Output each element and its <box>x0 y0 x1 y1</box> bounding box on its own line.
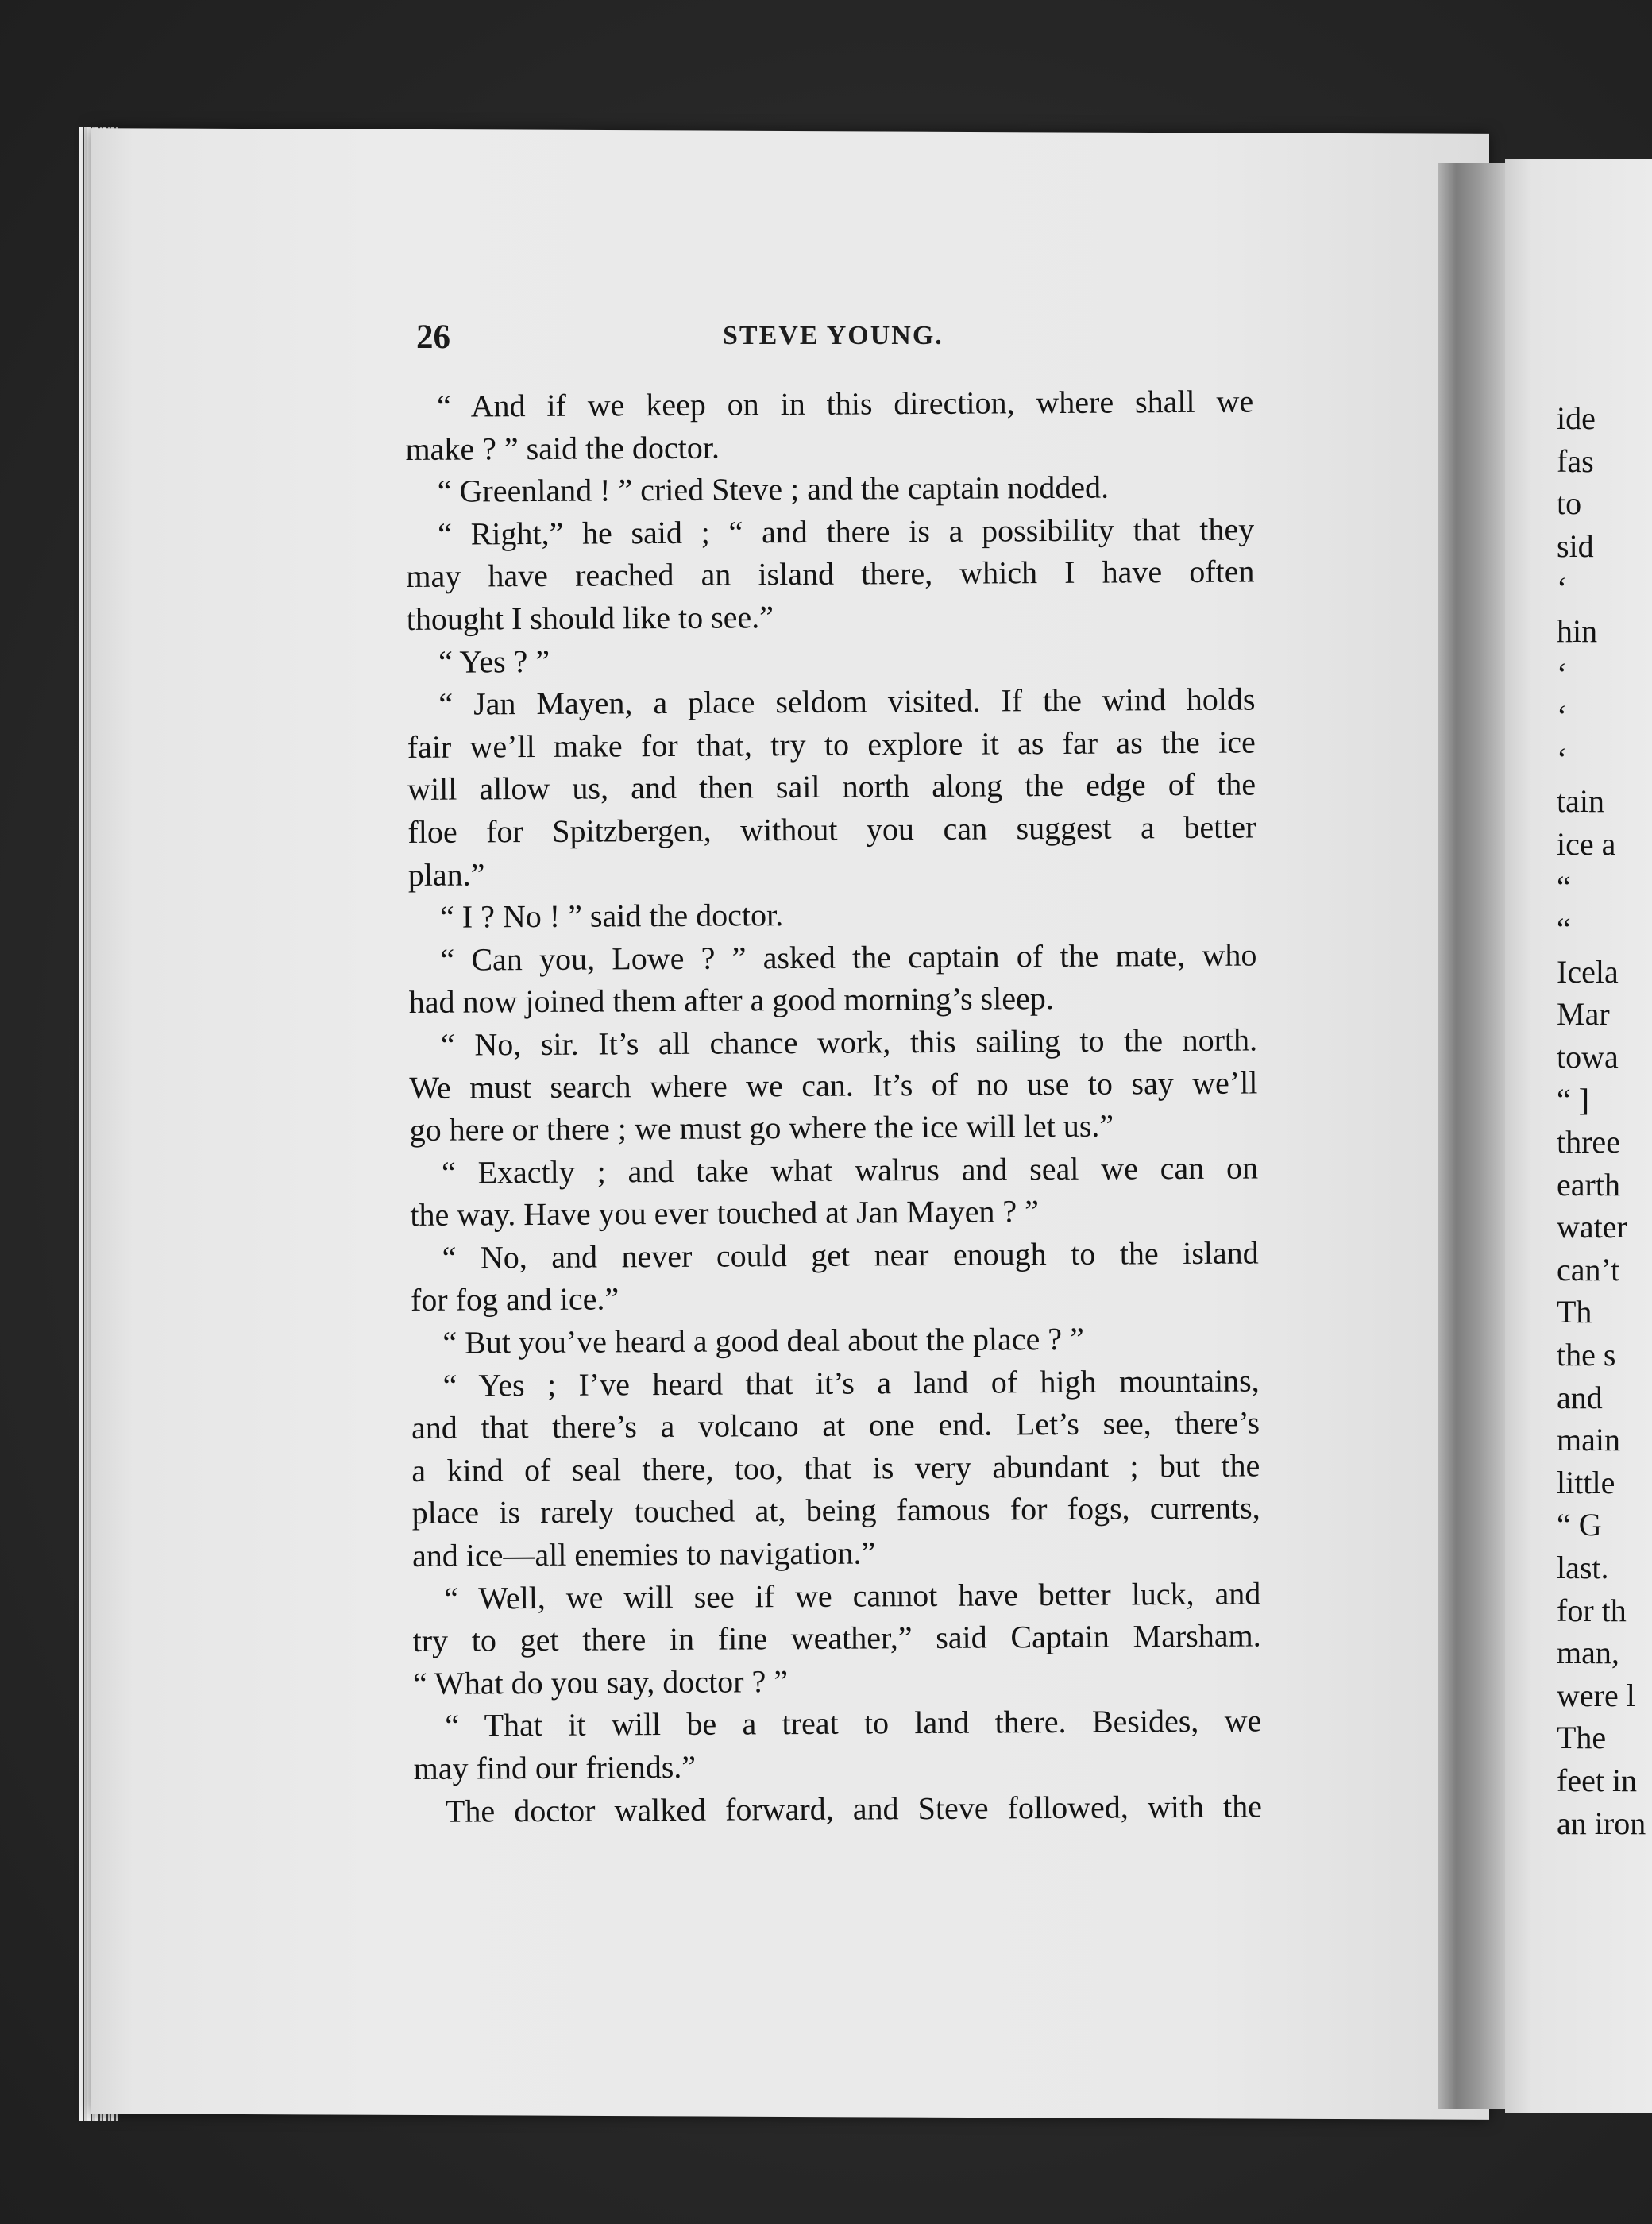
right-page-line: water <box>1557 1209 1627 1245</box>
text-line: “ And if we keep on in this direction, where shall we <box>437 383 1254 424</box>
right-page-line: ‘ <box>1557 655 1568 692</box>
right-page-line: earth <box>1557 1166 1620 1203</box>
text-line: a kind of seal there, too, that is very abundant ; but the <box>411 1447 1260 1488</box>
right-page-line: were l <box>1557 1677 1635 1713</box>
text-line: may find our friends.” <box>413 1748 697 1786</box>
right-page-line: ‘ <box>1557 698 1568 735</box>
text-line: floe for Spitzbergen, without you can suggest a better <box>407 809 1256 850</box>
text-line: “ Exactly ; and take what walrus and seal we can on <box>441 1149 1259 1191</box>
text-line: “ Jan Mayen, a place seldom visited. If the wind holds <box>438 681 1256 722</box>
right-page-line: sid <box>1557 527 1594 564</box>
right-page-line: ‘ <box>1557 740 1568 777</box>
text-line: thought I should like to see.” <box>406 599 774 637</box>
text-line: make ? ” said the doctor. <box>405 429 720 467</box>
text-line: “ No, and never could get near enough to the island <box>442 1234 1259 1276</box>
text-line: “ Yes ; I’ve heard that it’s a land of high mountains, <box>442 1362 1260 1404</box>
right-page-line: Mar <box>1557 996 1610 1033</box>
text-line: for fog and ice.” <box>410 1280 620 1319</box>
right-page-line: ide <box>1557 400 1596 436</box>
page-number: 26 <box>416 319 450 356</box>
right-page-line: the s <box>1557 1337 1616 1373</box>
right-page-line: Th <box>1557 1294 1592 1330</box>
body-text <box>405 380 1262 1832</box>
text-line: may have reached an island there, which I have often <box>406 553 1255 595</box>
text-line: and that there’s a volcano at one end. Let’s see, there’s <box>411 1404 1260 1446</box>
right-page-line: last. <box>1557 1550 1609 1586</box>
text-line: “ Right,” he said ; “ and there is a possibility that they <box>438 511 1255 552</box>
text-line: “ What do you say, doctor ? ” <box>412 1662 789 1701</box>
text-line: had now joined them after a good morning’s sleep. <box>408 980 1054 1021</box>
right-page-line: ice a <box>1557 825 1616 862</box>
text-line: try to get there in fine weather,” said Captain Marsham. <box>412 1617 1261 1659</box>
text-line: “ I ? No ! ” said the doctor. <box>439 897 784 935</box>
right-page-line: “ G <box>1557 1507 1602 1543</box>
right-page-line: “ <box>1557 868 1571 905</box>
right-page-text <box>1557 397 1652 1844</box>
right-page-line: feet in <box>1557 1763 1638 1798</box>
text-line: plan.” <box>407 855 485 893</box>
right-page-line: fas <box>1557 442 1594 479</box>
right-page-line: an iron <box>1557 1805 1646 1841</box>
right-page-line: little <box>1557 1464 1615 1500</box>
text-line: “ Yes ? ” <box>438 643 550 680</box>
running-title: STEVE YOUNG. <box>723 321 944 350</box>
text-line: go here or there ; we must go where the ice will let us.” <box>409 1107 1114 1149</box>
text-line: place is rarely touched at, being famous for fogs, currents, <box>411 1489 1260 1531</box>
right-page-line: ‘ <box>1557 570 1568 607</box>
text-line: “ Can you, Lowe ? ” asked the captain of the mate, who <box>440 936 1257 978</box>
text-line: “ That it will be a treat to land there. Besides, we <box>445 1702 1262 1744</box>
text-line: “ Greenland ! ” cried Steve ; and the captain nodded. <box>437 469 1110 509</box>
page-header <box>0 318 1652 365</box>
text-line: “ But you’ve heard a good deal about the place ? ” <box>442 1320 1084 1361</box>
text-line: fair we’ll make for that, try to explore it as far as the ice <box>407 724 1256 765</box>
text-line: and ice—all enemies to navigation.” <box>411 1535 876 1574</box>
right-page-line: main <box>1557 1422 1620 1458</box>
right-page-line: Icela <box>1557 953 1619 990</box>
right-page-line: to <box>1557 485 1582 522</box>
right-page-line: towa <box>1557 1038 1619 1075</box>
right-page-line: can’t <box>1557 1251 1620 1288</box>
right-page-line: for th <box>1557 1592 1627 1628</box>
right-page-line: and <box>1557 1379 1603 1415</box>
text-line: “ No, sir. It’s all chance work, this sailing to the north. <box>440 1021 1258 1063</box>
text-line: The doctor walked forward, and Steve followed, with the <box>445 1788 1263 1829</box>
text-line: the way. Have you ever touched at Jan Mayen ? ” <box>410 1193 1040 1234</box>
text-line: We must search where we can. It’s of no use to say we’ll <box>409 1064 1258 1106</box>
right-page-line: hin <box>1557 612 1598 649</box>
right-page-line: three <box>1557 1124 1620 1160</box>
right-page-line: “ <box>1557 911 1571 948</box>
text-line: will allow us, and then sail north along the edge of the <box>407 766 1256 808</box>
right-page-line: “ ] <box>1557 1081 1590 1118</box>
book-gutter <box>1438 163 1513 2109</box>
text-line: “ Well, we will see if we cannot have better luck, and <box>444 1575 1261 1616</box>
right-page-line: tain <box>1557 783 1604 820</box>
right-page-line: The <box>1557 1720 1607 1756</box>
right-page-line: man, <box>1557 1635 1619 1671</box>
